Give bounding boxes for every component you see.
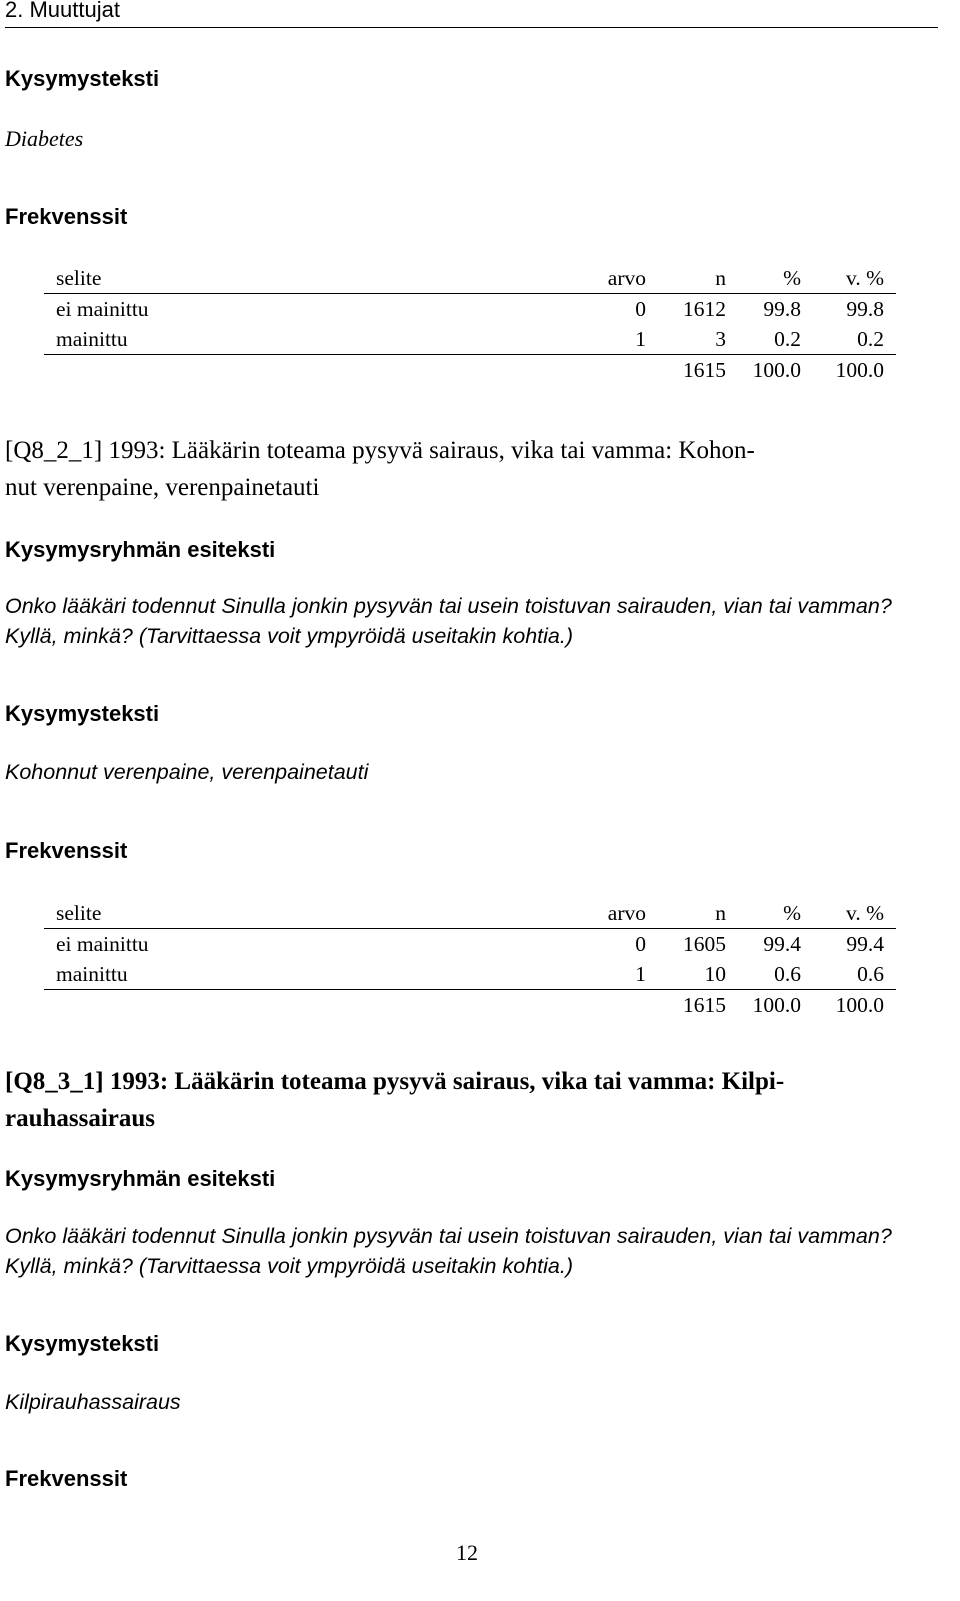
- row-n: 1605: [683, 932, 726, 956]
- row-n: 3: [715, 327, 726, 351]
- table-total-row: [44, 990, 896, 1021]
- frequencies-label: Frekvenssit: [5, 204, 128, 229]
- question-text: Diabetes: [5, 126, 84, 151]
- group-intro-text-line2: Kyllä, minkä? (Tarvittaessa voit ympyröidä useitakin kohtia.): [5, 1254, 573, 1278]
- frequencies-label: Frekvenssit: [5, 1466, 128, 1491]
- header-valid-percent: v. %: [845, 266, 884, 290]
- row-label: ei mainittu: [56, 932, 149, 956]
- row-valid-percent: 99.8: [846, 297, 884, 321]
- header-selite: selite: [56, 266, 102, 290]
- header-percent: %: [783, 901, 801, 925]
- total-n: 1615: [683, 993, 726, 1017]
- question-text: Kilpirauhassairaus: [5, 1390, 181, 1414]
- total-percent: 100.0: [752, 993, 801, 1017]
- question-text-label: Kysymysteksti: [5, 1331, 160, 1356]
- table-header-row: [44, 898, 896, 929]
- frequency-table: [44, 898, 896, 1020]
- row-valid-percent: 0.6: [857, 962, 884, 986]
- total-valid-percent: 100.0: [835, 993, 884, 1017]
- row-percent: 0.2: [774, 327, 801, 351]
- variable-title: [5, 432, 755, 506]
- group-intro-text-line1: Onko lääkäri todennut Sinulla jonkin pysyvän tai usein toistuvan sairauden, vian tai vamman?: [5, 594, 892, 618]
- variable-title-line2: nut verenpaine, verenpainetauti: [5, 474, 320, 501]
- table-row: [44, 929, 896, 960]
- question-text-label: Kysymysteksti: [5, 66, 160, 91]
- group-intro-label: Kysymysryhmän esiteksti: [5, 537, 276, 562]
- header-selite: selite: [56, 901, 102, 925]
- row-value: 1: [635, 962, 646, 986]
- group-intro-label: Kysymysryhmän esiteksti: [5, 1166, 276, 1191]
- variable-title-line2: rauhassairaus: [5, 1105, 156, 1132]
- row-label: mainittu: [56, 962, 128, 986]
- header-n: n: [715, 266, 726, 290]
- table-row: [44, 959, 896, 990]
- header-arvo: arvo: [607, 266, 646, 290]
- header-arvo: arvo: [607, 901, 646, 925]
- row-n: 10: [704, 962, 726, 986]
- row-value: 0: [635, 297, 646, 321]
- total-n: 1615: [683, 358, 726, 382]
- variable-title-line1: [Q8_2_1] 1993: Lääkärin toteama pysyvä sairaus, vika tai vamma: Kohon-: [5, 437, 755, 464]
- row-percent: 0.6: [774, 962, 801, 986]
- header-rule: [5, 27, 938, 28]
- header-percent: %: [783, 266, 801, 290]
- variable-title-line1: [Q8_3_1] 1993: Lääkärin toteama pysyvä sairaus, vika tai vamma: Kilpi-: [5, 1068, 785, 1095]
- row-valid-percent: 99.4: [846, 932, 884, 956]
- total-percent: 100.0: [752, 358, 801, 382]
- table-total-row: [44, 355, 896, 386]
- table-row: [44, 294, 896, 325]
- row-label: mainittu: [56, 327, 128, 351]
- group-intro-text-line2: Kyllä, minkä? (Tarvittaessa voit ympyröidä useitakin kohtia.): [5, 624, 573, 648]
- table-header-row: [44, 263, 896, 294]
- header-n: n: [715, 901, 726, 925]
- frequency-table: [44, 263, 896, 385]
- table-row: [44, 324, 896, 355]
- running-head: 2. Muuttujat: [5, 0, 120, 22]
- page-number: 12: [456, 1540, 478, 1565]
- row-percent: 99.4: [763, 932, 801, 956]
- question-text: Kohonnut verenpaine, verenpainetauti: [5, 760, 369, 784]
- question-text-label: Kysymysteksti: [5, 701, 160, 726]
- group-intro-text-line1: Onko lääkäri todennut Sinulla jonkin pysyvän tai usein toistuvan sairauden, vian tai vamman?: [5, 1224, 892, 1248]
- row-value: 0: [635, 932, 646, 956]
- variable-title: [5, 1063, 784, 1137]
- total-valid-percent: 100.0: [835, 358, 884, 382]
- row-label: ei mainittu: [56, 297, 149, 321]
- frequencies-label: Frekvenssit: [5, 838, 128, 863]
- header-valid-percent: v. %: [845, 901, 884, 925]
- row-value: 1: [635, 327, 646, 351]
- row-valid-percent: 0.2: [857, 327, 884, 351]
- row-n: 1612: [683, 297, 726, 321]
- row-percent: 99.8: [763, 297, 801, 321]
